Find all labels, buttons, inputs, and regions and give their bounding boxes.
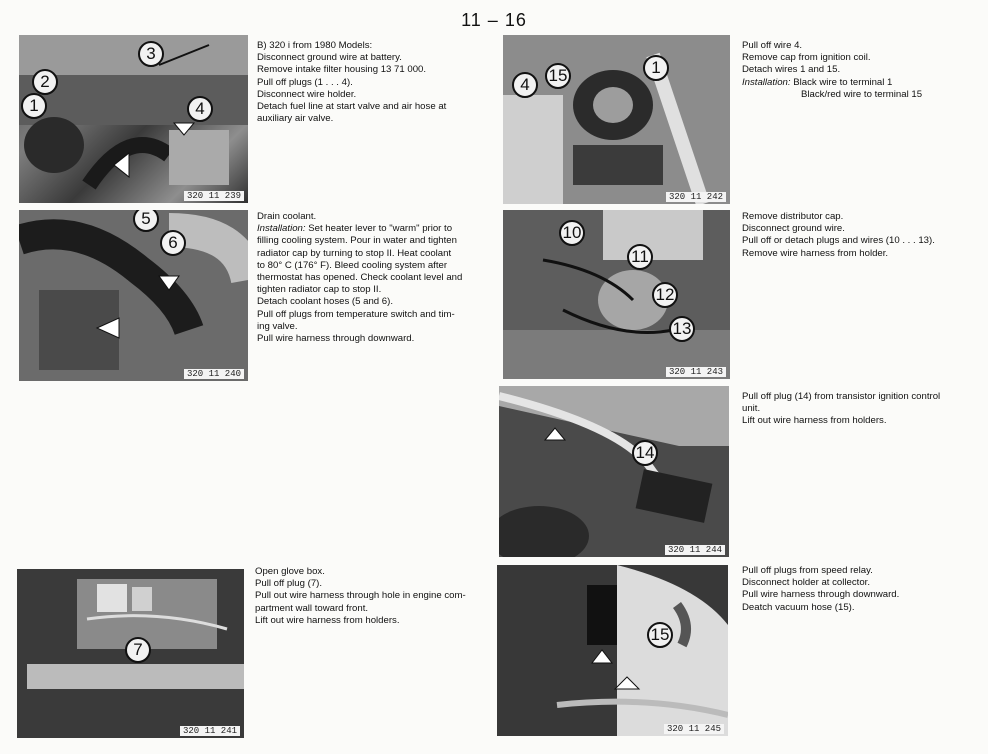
instruction-line: Disconnect ground wire at battery. <box>257 52 402 64</box>
instruction-line: Pull off plug (14) from transistor ignition control <box>742 391 941 402</box>
instruction-line: tighten radiator cap to stop II. <box>257 284 382 296</box>
callout-11: 11 <box>627 244 653 270</box>
instruction-text: Black wire to terminal 1 <box>793 76 893 88</box>
callout-5: 5 <box>133 210 159 232</box>
photo-code: 320 11 243 <box>666 367 726 377</box>
instruction-block-241 <box>255 566 466 627</box>
speed-relay-illustration <box>497 565 728 736</box>
instruction-line: radiator cap by turning to stop II. Heat coolant <box>257 247 452 259</box>
instruction-line: Pull wire harness through downward. <box>257 333 415 345</box>
instruction-line <box>257 223 462 235</box>
instruction-line: Pull out wire harness through hole in engine com- <box>255 590 466 602</box>
callout-12: 12 <box>652 282 678 308</box>
instruction-line: Disconnect wire holder. <box>257 88 357 100</box>
instruction-block-242 <box>742 40 922 101</box>
instruction-line: Pull wire harness through downward. <box>742 589 900 601</box>
instruction-line: Lift out wire harness from holders. <box>255 614 400 626</box>
instruction-block-239 <box>257 40 446 125</box>
installation-label: Installation: <box>742 76 791 88</box>
photo-code: 320 11 239 <box>184 191 244 201</box>
instruction-line: unit. <box>742 403 761 415</box>
instruction-line: Open glove box. <box>255 566 325 577</box>
photo-320-11-245 <box>497 565 728 736</box>
instruction-block-245 <box>742 565 899 614</box>
callout-2: 2 <box>32 69 58 95</box>
instruction-line: Remove intake filter housing 13 71 000. <box>257 64 427 76</box>
callout-10: 10 <box>559 220 585 246</box>
instruction-line: B) 320 i from 1980 Models: <box>257 40 373 51</box>
instruction-line: Pull off plugs from temperature switch and tim- <box>257 308 455 320</box>
photo-320-11-244 <box>499 386 729 557</box>
page-number: 11 – 16 <box>461 10 527 30</box>
callout-15: 15 <box>647 622 673 648</box>
ignition-control-unit-illustration <box>499 386 729 557</box>
instruction-line: Lift out wire harness from holders. <box>742 415 887 427</box>
photo-320-11-243 <box>503 210 730 379</box>
instruction-line: Remove distributor cap. <box>742 211 844 222</box>
callout-6: 6 <box>160 230 186 256</box>
callout-4: 4 <box>512 72 538 98</box>
instruction-line: Remove wire harness from holder. <box>742 247 889 259</box>
instruction-block-244 <box>742 391 940 428</box>
coolant-hoses-illustration <box>19 210 248 381</box>
instruction-block-240 <box>257 211 462 345</box>
instruction-text: Set heater lever to "warm" prior to <box>308 223 453 235</box>
photo-320-11-242 <box>503 35 730 204</box>
callout-14: 14 <box>632 440 658 466</box>
instruction-line: Drain coolant. <box>257 211 317 222</box>
photo-code: 320 11 242 <box>666 192 726 202</box>
photo-320-11-240 <box>19 210 248 381</box>
photo-320-11-241 <box>17 569 244 738</box>
instruction-line: thermostat has opened. Check coolant level and <box>257 272 463 284</box>
instruction-line: Pull off plugs from speed relay. <box>742 565 873 576</box>
instruction-line: Pull off wire 4. <box>742 40 803 51</box>
callout-4: 4 <box>187 96 213 122</box>
instruction-line: Deatch vacuum hose (15). <box>742 601 855 613</box>
instruction-line: ing valve. <box>257 320 298 332</box>
instruction-line <box>742 77 922 89</box>
callout-7: 7 <box>125 637 151 663</box>
instruction-line: filling cooling system. Pour in water and tighten <box>257 235 457 247</box>
instruction-line: Black/red wire to terminal 15 <box>801 88 923 100</box>
instruction-line: Disconnect holder at collector. <box>742 577 870 589</box>
instruction-line: Disconnect ground wire. <box>742 223 845 235</box>
instruction-line: Pull off plugs (1 . . . 4). <box>257 76 353 88</box>
photo-code: 320 11 241 <box>180 726 240 736</box>
callout-13: 13 <box>669 316 695 342</box>
instruction-line: Pull off plug (7). <box>255 578 323 590</box>
photo-code: 320 11 240 <box>184 369 244 379</box>
callout-1: 1 <box>21 93 47 119</box>
photo-code: 320 11 245 <box>664 724 724 734</box>
instruction-line: Detach coolant hoses (5 and 6). <box>257 296 393 308</box>
callout-3: 3 <box>138 41 164 67</box>
instruction-line: Remove cap from ignition coil. <box>742 52 871 64</box>
instruction-line: auxiliary air valve. <box>257 113 334 125</box>
callout-15: 15 <box>545 63 571 89</box>
engine-bay-illustration <box>19 35 248 203</box>
installation-label: Installation: <box>257 223 306 235</box>
instruction-line: Pull off or detach plugs and wires (10 . . . 13). <box>742 235 935 247</box>
photo-320-11-239 <box>19 35 248 203</box>
instruction-line: Detach fuel line at start valve and air hose at <box>257 101 447 113</box>
instruction-line: partment wall toward front. <box>255 602 369 614</box>
callout-1: 1 <box>643 55 669 81</box>
instruction-line: Detach wires 1 and 15. <box>742 64 841 76</box>
instruction-line: to 80° C (176° F). Bleed cooling system after <box>257 259 448 271</box>
instruction-block-243 <box>742 211 935 260</box>
ignition-coil-illustration <box>503 35 730 204</box>
distributor-illustration <box>503 210 730 379</box>
photo-code: 320 11 244 <box>665 545 725 555</box>
